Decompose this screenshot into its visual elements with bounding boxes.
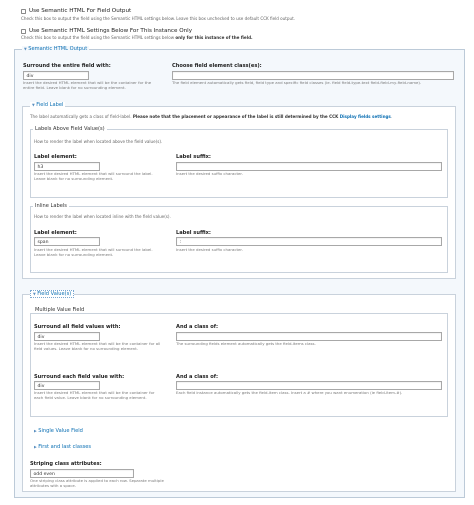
collapse-triangle-icon: ▼ xyxy=(24,47,27,51)
expand-triangle-icon: ▶ xyxy=(34,445,37,449)
instance-only-description: Check this box to output the field using the Semantic HTML settings below only for this instance of the field. xyxy=(21,35,253,40)
first-last-classes-legend[interactable]: ▶ First and last classes xyxy=(34,444,92,450)
field-class-help: The field element automatically gets field, field type and specific field classes (ie. field field-type-text field-field-my-field-name). xyxy=(172,80,422,85)
collapse-triangle-icon: ▼ xyxy=(33,292,36,296)
inline-label-element-input[interactable]: span xyxy=(34,237,100,246)
instance-only-checkbox[interactable] xyxy=(21,29,26,34)
inline-label-element-help: Insert the desired HTML element that will surround the label. Leave blank for no surrounding element. xyxy=(34,247,153,257)
above-label-suffix-help: Insert the desired suffix character. xyxy=(176,171,243,176)
surround-each-value-help: Insert the desired HTML element that will be the container for each field value. Leave blank for no surrounding element. xyxy=(34,390,155,400)
surround-all-values-help: Insert the desired HTML element that will be the container for all field values. Leave blank for no surrounding element. xyxy=(34,341,161,351)
multiple-value-legend: Multiple Value Field xyxy=(35,307,85,313)
semantic-output-label: Use Semantic HTML For Field Output xyxy=(29,8,132,14)
field-class-label: Choose field element class(es): xyxy=(172,63,262,69)
each-value-class-label: And a class of: xyxy=(176,374,218,380)
display-fields-link[interactable]: Display fields settings xyxy=(339,114,391,119)
each-value-class-help: Each field instance automatically gets the field-item class. Insert a # where you want enumeration (ie field-item-#). xyxy=(176,390,403,395)
collapse-triangle-icon: ▼ xyxy=(32,103,35,107)
above-label-element-label: Label element: xyxy=(34,154,77,160)
inline-label-suffix-input[interactable]: : xyxy=(176,237,442,246)
surround-field-input[interactable]: div xyxy=(23,71,89,80)
above-label-element-help: Insert the desired HTML element that will surround the label. Leave blank for no surrounding element. xyxy=(34,171,153,181)
above-label-element-input[interactable]: h3 xyxy=(34,162,100,171)
single-value-legend[interactable]: ▶ Single Value Field xyxy=(34,428,83,434)
labels-above-description: How to render the label when located above the field value(s). xyxy=(34,139,163,144)
surround-each-value-input[interactable]: div xyxy=(34,381,100,390)
each-value-class-input[interactable] xyxy=(176,381,442,390)
field-class-input[interactable] xyxy=(172,71,454,80)
labels-above-legend: Labels Above Field Value(s) xyxy=(35,126,105,132)
surround-field-label: Surround the entire field with: xyxy=(23,63,111,69)
surround-all-values-label: Surround all field values with: xyxy=(34,324,121,330)
inline-label-element-label: Label element: xyxy=(34,230,77,236)
surround-each-value-label: Surround each field value with: xyxy=(34,374,125,380)
surround-field-help: Insert the desired HTML element that will be the container for the entire field. Leave blank for no surrounding element. xyxy=(23,80,152,90)
field-label-description: The label automatically gets a class of field-label. Please note that the placement or appearance of the label is still determined by the CCK Display fields settings. xyxy=(30,114,393,119)
above-label-suffix-label: Label suffix: xyxy=(176,154,211,160)
striping-class-label: Striping class attributes: xyxy=(30,461,102,467)
semantic-output-description: Check this box to output the field using the Semantic HTML settings below. Leave this box unchecked to use default CCK field output. xyxy=(21,16,295,21)
semantic-output-checkbox[interactable] xyxy=(21,9,26,14)
inline-label-suffix-label: Label suffix: xyxy=(176,230,211,236)
field-values-legend[interactable]: ▼ Field Value(s) xyxy=(30,290,74,298)
inline-labels-description: How to render the label when located inline with the field value(s). xyxy=(34,214,171,219)
semantic-output-legend[interactable]: ▼ Semantic HTML Output xyxy=(24,46,88,52)
above-label-suffix-input[interactable] xyxy=(176,162,442,171)
field-label-legend[interactable]: ▼ Field Label xyxy=(32,102,64,108)
striping-class-input[interactable]: odd even xyxy=(30,469,134,478)
surround-all-values-input[interactable]: div xyxy=(34,332,100,341)
striping-class-help: One striping class attribute is applied to each row. Separate multiple attributes with a space. xyxy=(30,478,164,488)
expand-triangle-icon: ▶ xyxy=(34,429,37,433)
inline-label-suffix-help: Insert the desired suffix character. xyxy=(176,247,243,252)
inline-labels-legend: Inline Labels xyxy=(35,203,67,209)
instance-only-label: Use Semantic HTML Settings Below For This Instance Only xyxy=(29,28,193,34)
all-values-class-input[interactable] xyxy=(176,332,442,341)
all-values-class-label: And a class of: xyxy=(176,324,218,330)
all-values-class-help: The surrounding fields element automatically gets the field-items class. xyxy=(176,341,316,346)
